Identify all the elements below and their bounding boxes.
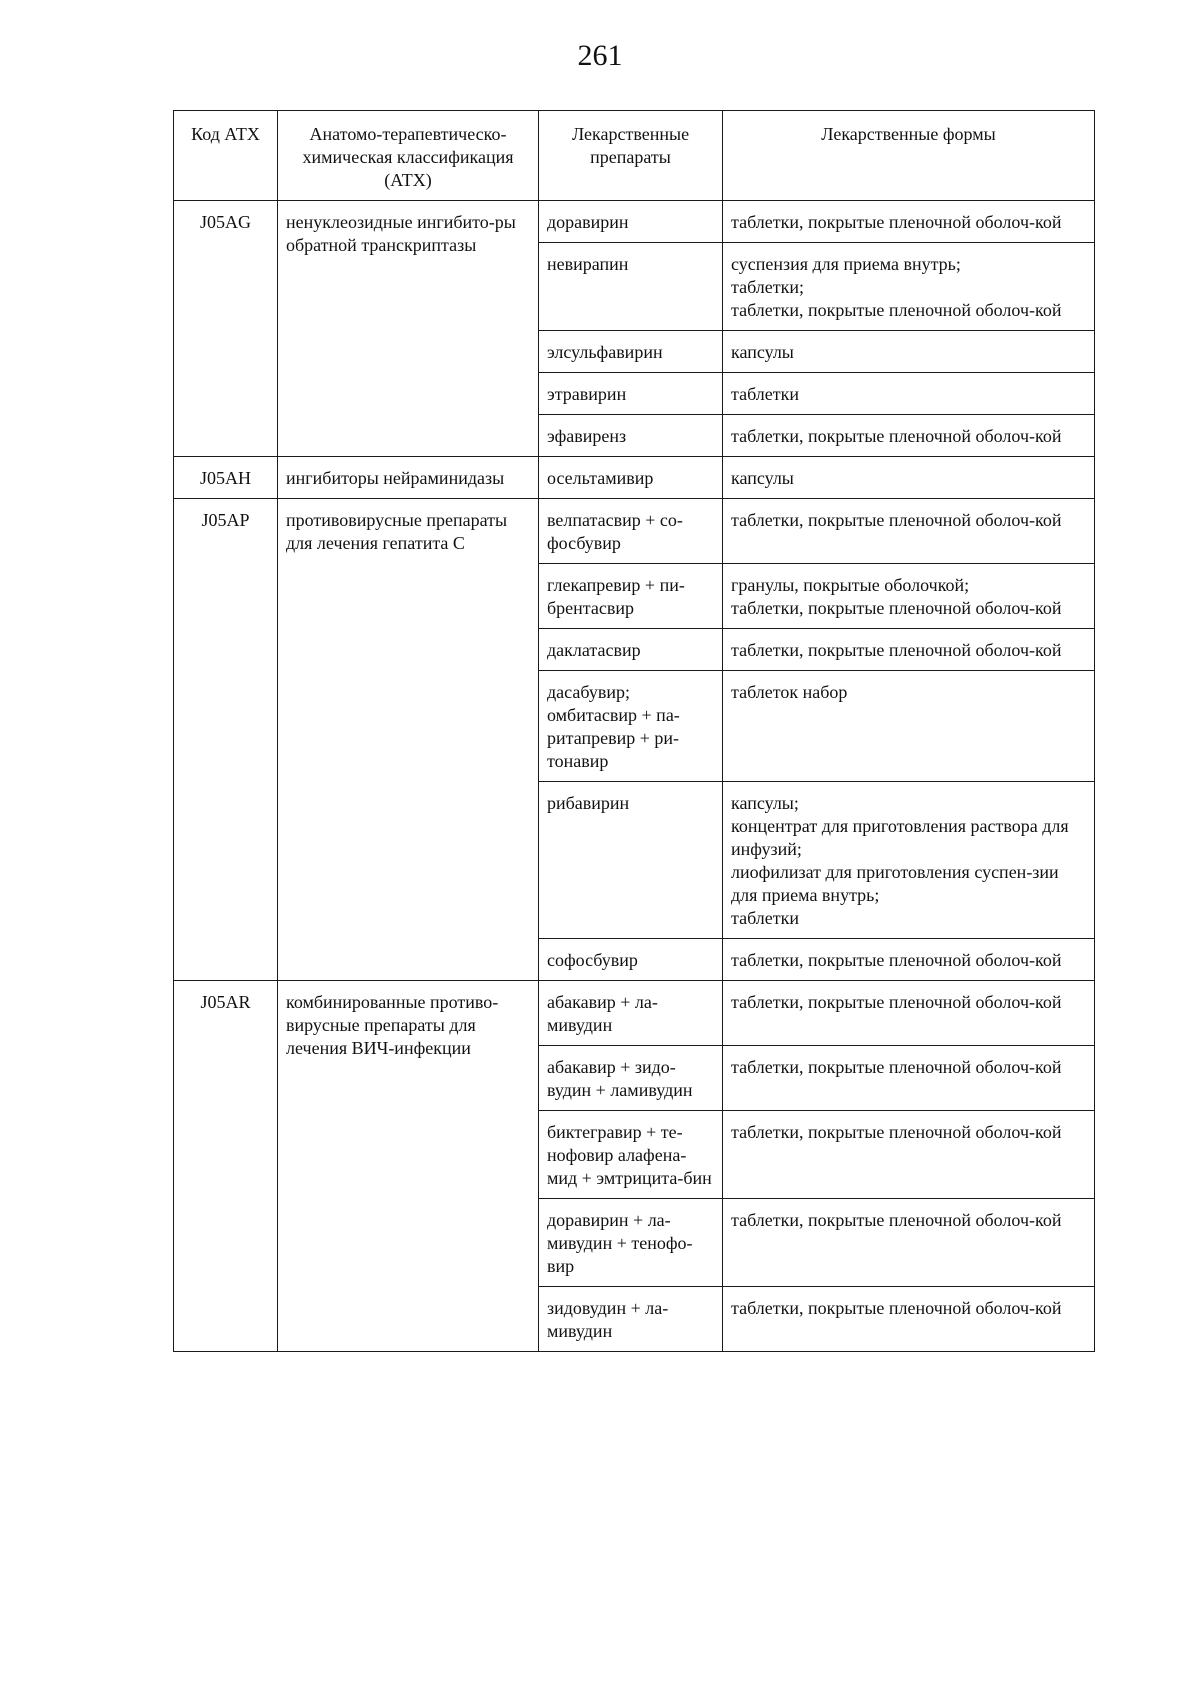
table-row: [174, 499, 1095, 564]
atx-code-cell: J05AH: [174, 457, 278, 499]
table-row: [174, 201, 1095, 243]
header-classification: Анатомо-терапевтическо-химическая классификация (АТХ): [278, 111, 539, 201]
drug-cell: элсульфавирин: [539, 331, 723, 373]
drug-cell: эфавиренз: [539, 415, 723, 457]
table-header-row: [174, 111, 1095, 201]
classification-cell: комбинированные противо-вирусные препараты для лечения ВИЧ-инфекции: [278, 981, 539, 1352]
drug-cell: доравирин: [539, 201, 723, 243]
drug-cell: абакавир + ла-мивудин: [539, 981, 723, 1046]
classification-cell: противовирусные препараты для лечения гепатита С: [278, 499, 539, 981]
header-forms: Лекарственные формы: [723, 111, 1095, 201]
classification-cell: ингибиторы нейраминидазы: [278, 457, 539, 499]
drug-cell: глекапревир + пи-брентасвир: [539, 564, 723, 629]
drug-cell: рибавирин: [539, 782, 723, 939]
drug-cell: доравирин + ла-мивудин + тенофо-вир: [539, 1199, 723, 1287]
dosage-form-cell: таблетки, покрытые пленочной оболоч-кой: [723, 1111, 1095, 1199]
drug-cell: абакавир + зидо-вудин + ламивудин: [539, 1046, 723, 1111]
table-row: [174, 981, 1095, 1046]
dosage-form-cell: таблеток набор: [723, 671, 1095, 782]
dosage-form-cell: гранулы, покрытые оболочкой; таблетки, покрытые пленочной оболоч-кой: [723, 564, 1095, 629]
drug-cell: осельтамивир: [539, 457, 723, 499]
drug-cell: дасабувир; омбитасвир + па-ритапревир + ри-тонавир: [539, 671, 723, 782]
dosage-form-cell: капсулы: [723, 331, 1095, 373]
drug-cell: биктегравир + те-нофовир алафена-мид + эмтрицита-бин: [539, 1111, 723, 1199]
drug-cell: софосбувир: [539, 939, 723, 981]
dosage-form-cell: таблетки, покрытые пленочной оболоч-кой: [723, 939, 1095, 981]
dosage-form-cell: капсулы; концентрат для приготовления раствора для инфузий; лиофилизат для приготовления суспен-зии для приема внутрь; таблетки: [723, 782, 1095, 939]
drug-cell: даклатасвир: [539, 629, 723, 671]
table-body: [174, 201, 1095, 1352]
classification-cell: ненуклеозидные ингибито-ры обратной транскриптазы: [278, 201, 539, 457]
dosage-form-cell: таблетки, покрытые пленочной оболоч-кой: [723, 1287, 1095, 1352]
drug-cell: зидовудин + ла-мивудин: [539, 1287, 723, 1352]
dosage-form-cell: таблетки, покрытые пленочной оболоч-кой: [723, 981, 1095, 1046]
dosage-form-cell: таблетки, покрытые пленочной оболоч-кой: [723, 201, 1095, 243]
header-drugs: Лекарственные препараты: [539, 111, 723, 201]
header-code: Код АТХ: [174, 111, 278, 201]
drug-cell: невирапин: [539, 243, 723, 331]
dosage-form-cell: таблетки, покрытые пленочной оболоч-кой: [723, 415, 1095, 457]
dosage-form-cell: таблетки: [723, 373, 1095, 415]
atx-code-cell: J05AP: [174, 499, 278, 981]
dosage-form-cell: таблетки, покрытые пленочной оболоч-кой: [723, 1046, 1095, 1111]
atx-table: [173, 110, 1095, 1352]
drug-cell: велпатасвир + со-фосбувир: [539, 499, 723, 564]
drug-cell: этравирин: [539, 373, 723, 415]
page-number: 261: [577, 39, 623, 72]
atx-code-cell: J05AR: [174, 981, 278, 1352]
dosage-form-cell: капсулы: [723, 457, 1095, 499]
dosage-form-cell: таблетки, покрытые пленочной оболоч-кой: [723, 629, 1095, 671]
dosage-form-cell: таблетки, покрытые пленочной оболоч-кой: [723, 1199, 1095, 1287]
table-row: [174, 457, 1095, 499]
dosage-form-cell: суспензия для приема внутрь; таблетки; таблетки, покрытые пленочной оболоч-кой: [723, 243, 1095, 331]
dosage-form-cell: таблетки, покрытые пленочной оболоч-кой: [723, 499, 1095, 564]
atx-code-cell: J05AG: [174, 201, 278, 457]
